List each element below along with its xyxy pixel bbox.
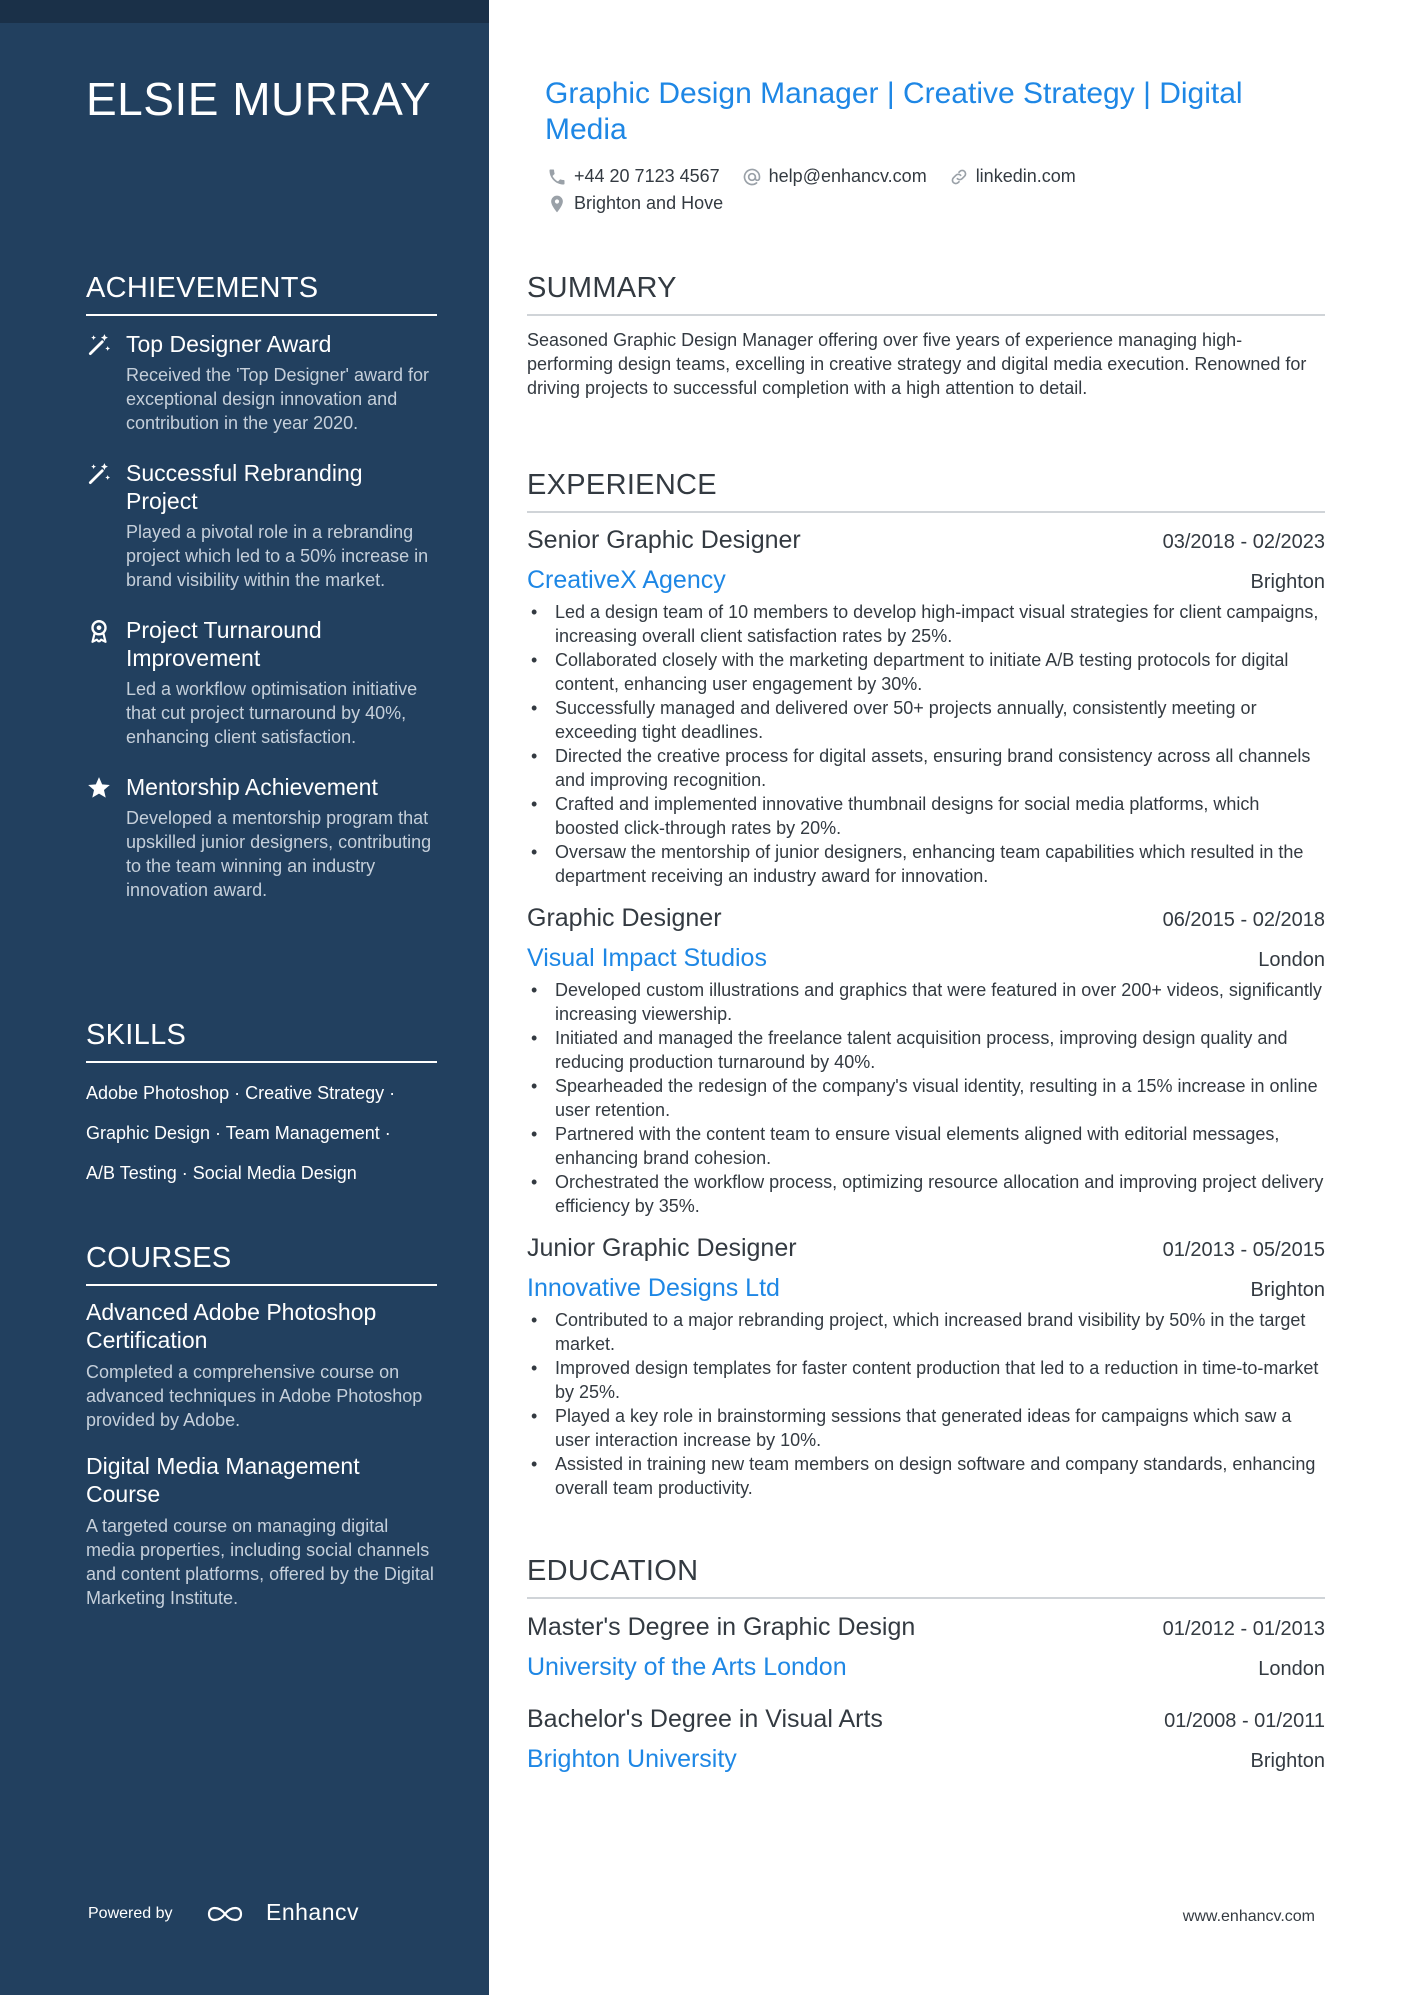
achievement-description: Received the 'Top Designer' award for exceptional design innovation and contribution in the year 2020.: [126, 365, 430, 433]
education-item: [527, 1607, 1325, 1687]
location-pin-icon: [547, 194, 567, 214]
achievement-description: Led a workflow optimisation initiative that cut project turnaround by 40%, enhancing client satisfaction.: [126, 679, 418, 747]
role-dates: 06/2015 - 02/2018: [1162, 909, 1325, 931]
contact-info: [547, 163, 1327, 217]
magic-wand-icon: [86, 332, 112, 358]
bullet-item: • Assisted in training new team members on design software and company standards, enhancing overall team productivity.: [527, 1452, 1325, 1500]
course-item: [86, 1298, 437, 1432]
skill-line: Graphic Design · Team Management ·: [86, 1123, 391, 1143]
contact-phone[interactable]: [547, 166, 720, 187]
bullet-item: • Contributed to a major rebranding project, which increased brand visibility by 50% in the target market.: [527, 1308, 1325, 1356]
email-text: help@enhancv.com: [768, 166, 927, 186]
education-item: [527, 1699, 1325, 1779]
bullet-item: • Collaborated closely with the marketing department to initiate A/B testing protocols for digital content, enhancing user engagement by 30%.: [527, 648, 1325, 696]
role-dates: 01/2013 - 05/2015: [1162, 1239, 1325, 1261]
degree-title: Master's Degree in Graphic Design: [527, 1613, 916, 1641]
achievement-title: Top Designer Award: [126, 331, 332, 357]
bullet-item: • Successfully managed and delivered over 50+ projects annually, consistently meeting or exceeding tight deadlines.: [527, 696, 1325, 744]
enhancv-logo-icon: [207, 1902, 243, 1926]
bullet-item: • Developed custom illustrations and graphics that were featured in over 200+ videos, significantly increasing viewership.: [527, 978, 1325, 1026]
achievement-title: Mentorship Achievement: [126, 774, 378, 800]
linkedin-text: linkedin.com: [975, 166, 1076, 186]
achievement-item: [86, 330, 437, 435]
footer-url[interactable]: www.enhancv.com: [1182, 1908, 1315, 1925]
school-name[interactable]: Brighton University: [527, 1745, 737, 1773]
contact-email[interactable]: [742, 166, 927, 187]
location-text: Brighton and Hove: [574, 193, 724, 213]
candidate-name: ELSIE MURRAY: [86, 73, 432, 125]
link-icon: [949, 167, 969, 187]
role-location: Brighton: [1250, 1279, 1325, 1301]
course-title: Advanced Adobe Photoshop Certification: [86, 1299, 377, 1353]
education-location: London: [1258, 1658, 1325, 1680]
phone-text: +44 20 7123 4567: [574, 166, 720, 186]
education-heading: EDUCATION: [527, 1555, 1325, 1599]
company-name[interactable]: CreativeX Agency: [527, 566, 726, 594]
school-name[interactable]: University of the Arts London: [527, 1653, 847, 1681]
education-dates: 01/2008 - 01/2011: [1164, 1710, 1325, 1732]
experience-role: [527, 520, 1325, 888]
bullet-item: • Spearheaded the redesign of the company's visual identity, resulting in a 15% increase in online user retention.: [527, 1074, 1325, 1122]
education-location: Brighton: [1250, 1750, 1325, 1772]
role-location: Brighton: [1250, 571, 1325, 593]
achievements-heading: ACHIEVEMENTS: [86, 272, 437, 316]
at-icon: [742, 167, 762, 187]
powered-by-label: Powered by: [88, 1905, 173, 1922]
summary-section: [527, 272, 1325, 400]
bullet-item: • Led a design team of 10 members to develop high-impact visual strategies for client campaigns, increasing overall client satisfaction rates by 25%.: [527, 600, 1325, 648]
role-bullets: [527, 978, 1325, 1218]
experience-heading: EXPERIENCE: [527, 469, 1325, 513]
sidebar-top-bar: [0, 0, 489, 23]
bullet-item: • Directed the creative process for digital assets, ensuring brand consistency across all channels and improving recognition.: [527, 744, 1325, 792]
bullet-item: • Orchestrated the workflow process, optimizing resource allocation and improving project delivery efficiency by 35%.: [527, 1170, 1325, 1218]
courses-section: [86, 1242, 437, 1610]
achievement-title: Project Turnaround Improvement: [126, 617, 322, 671]
experience-role: [527, 898, 1325, 1218]
role-title: Junior Graphic Designer: [527, 1234, 797, 1262]
bullet-item: • Partnered with the content team to ensure visual elements aligned with editorial messages, enhancing brand cohesion.: [527, 1122, 1325, 1170]
skills-section: [86, 1019, 437, 1193]
course-item: [86, 1452, 437, 1610]
bullet-item: • Played a key role in brainstorming sessions that generated ideas for campaigns which saw a user interaction increase by 10%.: [527, 1404, 1325, 1452]
achievements-section: [86, 272, 437, 902]
skills-list: [86, 1073, 437, 1193]
role-title: Graphic Designer: [527, 904, 722, 932]
degree-title: Bachelor's Degree in Visual Arts: [527, 1705, 883, 1733]
education-dates: 01/2012 - 01/2013: [1162, 1618, 1325, 1640]
experience-role: [527, 1228, 1325, 1500]
bullet-item: • Improved design templates for faster content production that led to a reduction in time-to-market by 25%.: [527, 1356, 1325, 1404]
bullet-item: • Crafted and implemented innovative thumbnail designs for social media platforms, which boosted click-through rates by 20%.: [527, 792, 1325, 840]
skill-line: A/B Testing · Social Media Design: [86, 1163, 357, 1183]
magic-wand-icon: [86, 461, 112, 487]
summary-heading: SUMMARY: [527, 272, 1325, 316]
achievement-description: Developed a mentorship program that upskilled junior designers, contributing to the team winning an industry innovation award.: [126, 808, 432, 900]
headline: Graphic Design Manager | Creative Strategy | Digital Media: [545, 77, 1243, 146]
role-bullets: [527, 1308, 1325, 1500]
role-dates: 03/2018 - 02/2023: [1162, 531, 1325, 553]
experience-section: [527, 469, 1325, 1500]
education-section: [527, 1555, 1325, 1779]
contact-linkedin[interactable]: [949, 166, 1076, 187]
course-title: Digital Media Management Course: [86, 1453, 360, 1507]
skills-heading: SKILLS: [86, 1019, 437, 1063]
role-bullets: [527, 600, 1325, 888]
course-description: A targeted course on managing digital media properties, including social channels and content platforms, offered by the Digital Marketing Institute.: [86, 1516, 434, 1608]
star-icon: [86, 775, 112, 801]
skill-line: Adobe Photoshop · Creative Strategy ·: [86, 1083, 396, 1103]
contact-location: [547, 193, 723, 214]
achievement-item: [86, 459, 437, 592]
bullet-item: • Initiated and managed the freelance talent acquisition process, improving design quality and reducing production turnaround by 40%.: [527, 1026, 1325, 1074]
achievement-description: Played a pivotal role in a rebranding project which led to a 50% increase in brand visibility within the market.: [126, 522, 429, 590]
achievement-title: Successful Rebranding Project: [126, 460, 363, 514]
bullet-item: • Oversaw the mentorship of junior designers, enhancing team capabilities which resulted in the department receiving an industry award for innovation.: [527, 840, 1325, 888]
role-location: London: [1258, 949, 1325, 971]
role-title: Senior Graphic Designer: [527, 526, 801, 554]
enhancv-brand: Enhancv: [266, 1899, 360, 1925]
medal-icon: [86, 618, 112, 644]
courses-heading: COURSES: [86, 1242, 437, 1286]
achievement-item: [86, 773, 437, 902]
company-name[interactable]: Innovative Designs Ltd: [527, 1274, 780, 1302]
course-description: Completed a comprehensive course on advanced techniques in Adobe Photoshop provided by Adobe.: [86, 1362, 423, 1430]
phone-icon: [547, 167, 567, 187]
company-name[interactable]: Visual Impact Studios: [527, 944, 767, 972]
achievement-item: [86, 616, 437, 749]
summary-text: Seasoned Graphic Design Manager offering over five years of experience managing high-performing design teams, excelling in creative strategy and digital media execution. Renowned for driving projects to successful completion with a high attention to detail.: [527, 330, 1307, 398]
